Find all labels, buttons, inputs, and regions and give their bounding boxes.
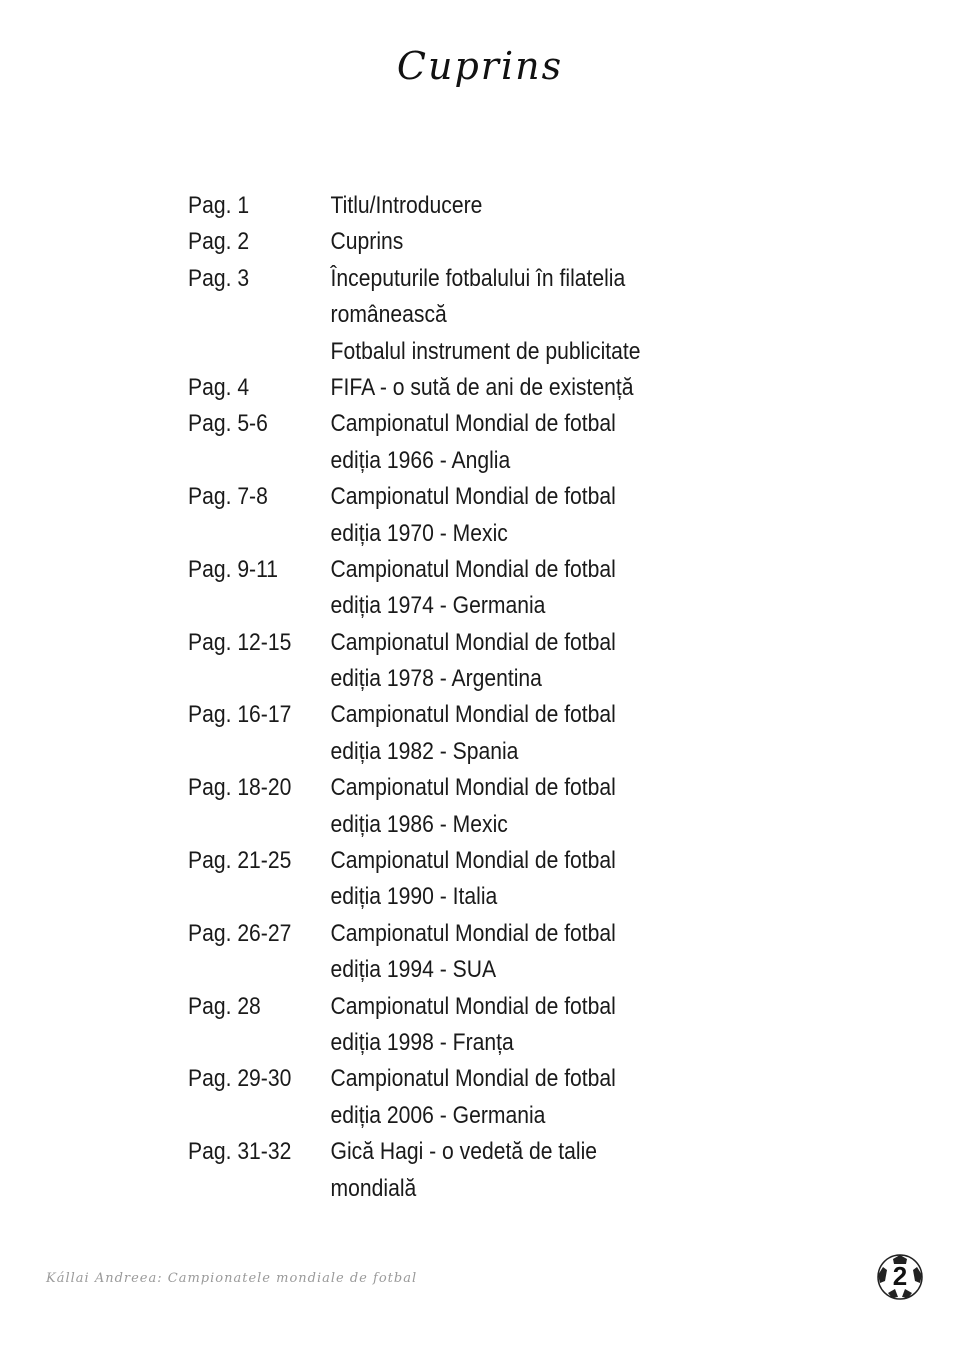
toc-entry-line xyxy=(23,188,868,224)
toc-entry-title: ediția 1990 - Italia xyxy=(330,883,498,911)
toc-entry-line xyxy=(23,370,868,406)
toc-entry-title: Campionatul Mondial de fotbal xyxy=(330,483,616,511)
toc-entry-title: Gică Hagi - o vedetă de talie xyxy=(330,1138,598,1166)
toc-entry-line xyxy=(23,1061,868,1097)
toc-page-ref: Pag. 18-20 xyxy=(188,774,292,802)
toc-entry-line xyxy=(23,952,868,988)
toc-entry-line xyxy=(23,807,868,843)
toc-page-ref: Pag. 7-8 xyxy=(188,483,268,511)
toc-entry-line xyxy=(23,443,868,479)
toc-entry-line xyxy=(23,1098,868,1134)
toc-entry-line xyxy=(23,1025,868,1061)
toc-entry-title: Campionatul Mondial de fotbal xyxy=(330,628,616,656)
toc-entry-title: Cuprins xyxy=(330,228,404,256)
toc-page-ref: Pag. 12-15 xyxy=(188,628,292,656)
toc-entry-title: Campionatul Mondial de fotbal xyxy=(330,992,616,1020)
toc-entry-line xyxy=(23,625,868,661)
toc-entry-line xyxy=(23,479,868,515)
toc-entry-title: ediția 1970 - Mexic xyxy=(330,519,508,547)
toc-entry-line xyxy=(23,588,868,624)
toc-entry-title: Campionatul Mondial de fotbal xyxy=(330,1065,616,1093)
toc-entry-line xyxy=(23,697,868,733)
toc-entry-title: ediția 1978 - Argentina xyxy=(330,665,542,693)
toc-entry-line xyxy=(23,879,868,915)
toc-page-ref: Pag. 3 xyxy=(188,264,250,292)
toc-entry-title: ediția 1986 - Mexic xyxy=(330,810,508,838)
toc-entry-title: Campionatul Mondial de fotbal xyxy=(330,919,616,947)
toc-entry-title: ediția 1994 - SUA xyxy=(330,956,497,984)
toc-entry-title: Campionatul Mondial de fotbal xyxy=(330,410,616,438)
toc-entry-line xyxy=(23,224,868,260)
toc-page-ref: Pag. 21-25 xyxy=(188,847,292,875)
toc-entry-title: românească xyxy=(330,301,447,329)
toc-entry-line xyxy=(23,661,868,697)
toc-entry-line xyxy=(23,989,868,1025)
toc-entry-line xyxy=(23,406,868,442)
toc-entry-title: Titlu/Introducere xyxy=(330,192,483,219)
toc-entry-title: ediția 1982 - Spania xyxy=(330,737,519,765)
toc-page-ref: Pag. 26-27 xyxy=(188,919,292,947)
toc-entry-line xyxy=(23,1171,868,1207)
toc-entry-title: FIFA - o sută de ani de existență xyxy=(330,373,634,401)
toc-entry-title: Campionatul Mondial de fotbal xyxy=(330,701,616,729)
toc-entry-title: Începuturile fotbalului în filatelia xyxy=(330,264,626,292)
toc-entry-title: ediția 1998 - Franța xyxy=(330,1028,514,1056)
toc-entry-line xyxy=(23,916,868,952)
toc-page-ref: Pag. 2 xyxy=(188,228,250,256)
toc-entry-line xyxy=(23,843,868,879)
toc-page-ref: Pag. 31-32 xyxy=(188,1138,292,1166)
page-title: Cuprins xyxy=(396,44,564,88)
toc-page-ref: Pag. 9-11 xyxy=(188,555,279,583)
page-number-badge xyxy=(876,1253,924,1301)
toc-entry-line xyxy=(23,1134,868,1170)
footer-credit: Kállai Andreea: Campionatele mondiale de fotbal xyxy=(46,1271,418,1286)
table-of-contents xyxy=(0,188,960,1207)
page-number: 2 xyxy=(892,1261,908,1291)
toc-entry-line xyxy=(23,516,868,552)
toc-entry-title: Campionatul Mondial de fotbal xyxy=(330,555,616,583)
toc-entry-title: Campionatul Mondial de fotbal xyxy=(330,847,616,875)
toc-entry-title: mondială xyxy=(330,1174,417,1202)
toc-entry-line xyxy=(23,770,868,806)
toc-page-ref: Pag. 5-6 xyxy=(188,410,268,438)
toc-entry-title: ediția 1974 - Germania xyxy=(330,592,546,620)
toc-page-ref: Pag. 16-17 xyxy=(188,701,292,729)
toc-entry-title: Fotbalul instrument de publicitate xyxy=(330,337,641,365)
toc-entry-line xyxy=(23,334,868,370)
toc-entry-title: ediția 1966 - Anglia xyxy=(330,446,511,474)
toc-page-ref: Pag. 28 xyxy=(188,992,261,1020)
toc-page-ref: Pag. 1 xyxy=(188,192,250,219)
toc-page-ref: Pag. 29-30 xyxy=(188,1065,292,1093)
toc-page-ref: Pag. 4 xyxy=(188,373,250,401)
toc-entry-line xyxy=(23,297,868,333)
toc-entry-line xyxy=(23,734,868,770)
toc-entry-line xyxy=(23,552,868,588)
toc-entry-line xyxy=(23,261,868,297)
toc-entry-title: ediția 2006 - Germania xyxy=(330,1101,546,1129)
toc-entry-title: Campionatul Mondial de fotbal xyxy=(330,774,616,802)
